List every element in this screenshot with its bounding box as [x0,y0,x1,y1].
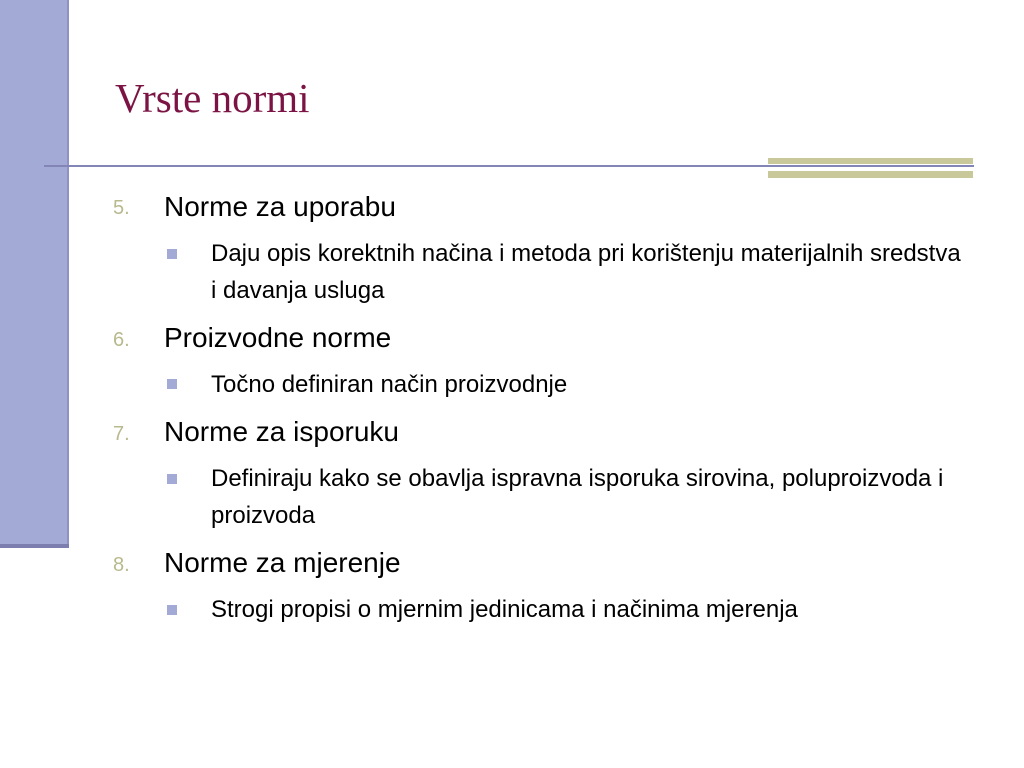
square-bullet-icon [167,474,177,484]
item-title: Norme za uporabu [164,191,396,222]
square-bullet-icon [167,249,177,259]
square-bullet-icon [167,605,177,615]
item-title: Norme za isporuku [164,416,399,447]
item-description: Daju opis korektnih načina i metoda pri korištenju materijalnih sredstva i davanja usluga [211,240,961,304]
item-title: Norme za mjerenje [164,547,401,578]
item-title: Proizvodne norme [164,322,392,353]
item-number: 6. [113,329,130,351]
item-number: 7. [113,423,130,445]
slide-title: Vrste normi [115,75,310,121]
item-number: 5. [113,197,130,219]
item-description: Strogi propisi o mjernim jedinicama i načinima mjerenja [211,596,798,623]
item-number: 8. [113,554,130,576]
item-description: Točno definiran način proizvodnje [211,371,568,398]
item-description: Definiraju kako se obavlja ispravna isporuka sirovina, poluproizvoda i proizvoda [211,465,944,529]
square-bullet-icon [167,379,177,389]
